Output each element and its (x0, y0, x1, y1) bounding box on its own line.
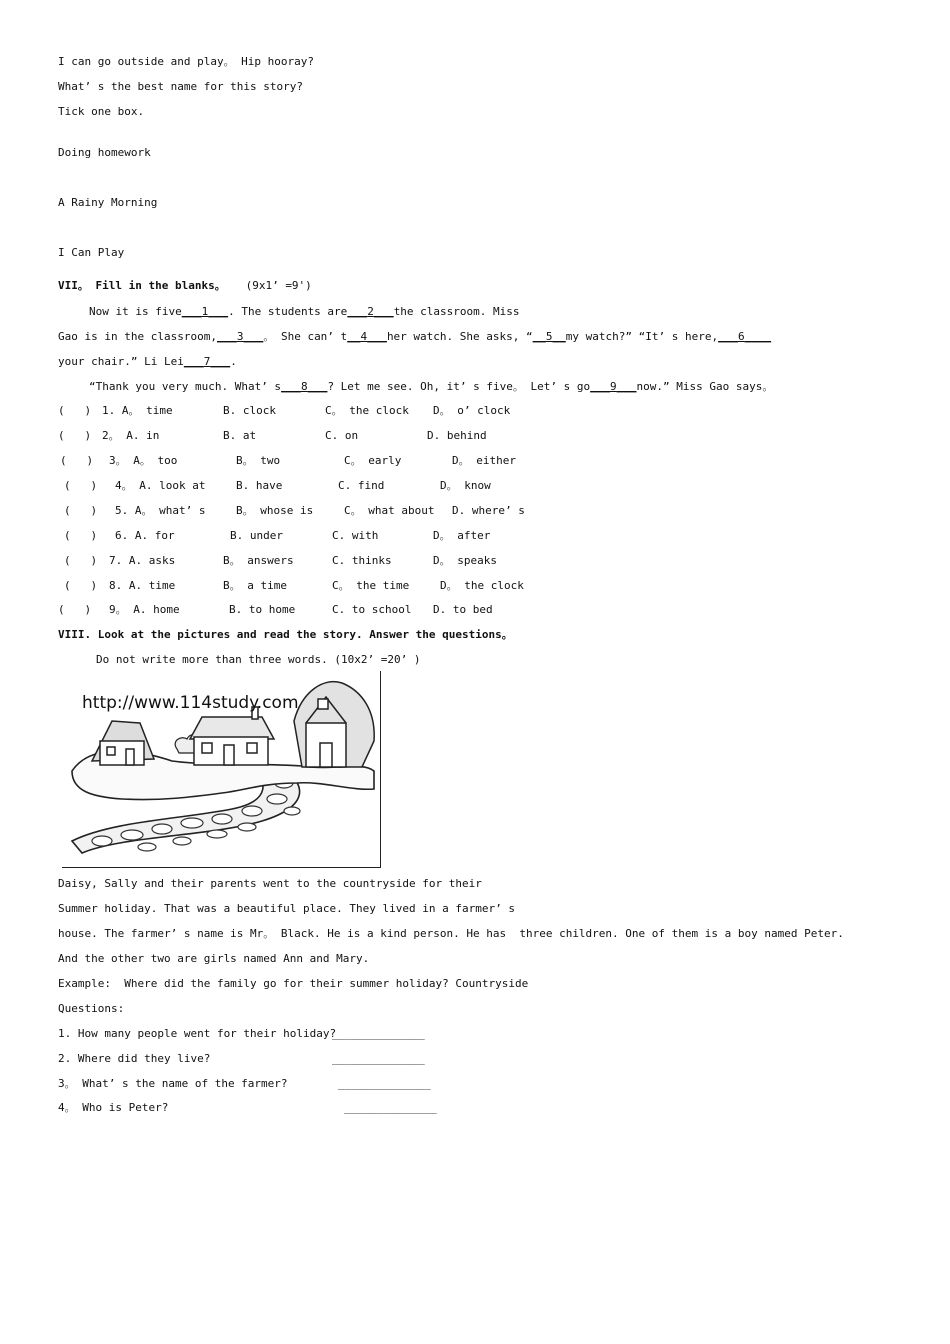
option-c: C. with (332, 529, 379, 542)
section-8-title: VIII. Look at the pictures and read the story. Answer the questions。 (58, 628, 513, 641)
answer-paren[interactable]: ( ) (64, 479, 98, 492)
option-b: B. have (236, 479, 283, 492)
blank-1[interactable]: ___1___ (181, 305, 229, 318)
section-8-instruction: Do not write more than three words. (10x2’ =20’ ) (96, 653, 421, 666)
blank-9[interactable]: ___9___ (590, 380, 637, 393)
option-a: 2。 A. in (102, 429, 160, 442)
option-b: B. clock (223, 404, 276, 417)
option-d: D. where’ s (452, 504, 525, 517)
option-c: C. find (338, 479, 385, 492)
answer-paren[interactable]: ( ) (60, 454, 94, 467)
option-b: B. under (230, 529, 283, 542)
option-d: D. to bed (433, 603, 493, 616)
passage-text: . (230, 355, 237, 368)
question-3: 3。 What’ s the name of the farmer? (58, 1077, 288, 1090)
option-c: C. on (325, 429, 359, 442)
story-line-1: Daisy, Sally and their parents went to the countryside for their (58, 877, 482, 890)
option-d: D。 either (452, 454, 516, 467)
blank-8[interactable]: ___8___ (281, 380, 328, 393)
answer-paren[interactable]: ( ) (58, 404, 92, 417)
option-d: D。 speaks (433, 554, 497, 567)
answer-paren[interactable]: ( ) (64, 529, 98, 542)
passage-text: ? Let me see. Oh, it’ s five。 Let’ s go (327, 380, 591, 393)
passage-text: the classroom. Miss (393, 305, 520, 318)
blank-4[interactable]: __4___ (347, 330, 387, 343)
section-7-score: (9x1’ =9') (245, 279, 312, 292)
option-d: D。 the clock (440, 579, 524, 592)
blank-6[interactable]: ___6____ (718, 330, 772, 343)
passage-text: Gao is in the classroom, (58, 330, 217, 343)
passage-text: her watch. She asks, “ (386, 330, 533, 343)
question-1: 1. How many people went for their holiday? (58, 1027, 337, 1040)
choice-i-can-play[interactable]: I Can Play (58, 246, 125, 259)
blank-7[interactable]: ___7___ (183, 355, 231, 368)
passage-text: now.” Miss Gao says。 (636, 380, 774, 393)
choice-rainy-morning[interactable]: A Rainy Morning (58, 196, 158, 209)
option-a: 3。 A。 too (109, 454, 178, 467)
option-c: C. to school (332, 603, 412, 616)
option-a: 5. A。 what’ s (115, 504, 206, 517)
watermark-url: http://www.114study.com (82, 693, 299, 713)
option-a: 8. A. time (109, 579, 176, 592)
questions-label: Questions: (58, 1002, 125, 1015)
passage-text: . The students are (228, 305, 348, 318)
option-d: D。 o’ clock (433, 404, 511, 417)
blank-2[interactable]: ___2___ (347, 305, 394, 318)
story-line-3: house. The farmer’ s name is Mr。 Black. He is a kind person. He has three children. One of them is a boy named Peter. (58, 927, 844, 940)
blank-3[interactable]: ___3___ (216, 330, 264, 343)
option-a: 6. A. for (115, 529, 175, 542)
answer-paren[interactable]: ( ) (58, 429, 92, 442)
answer-blank-3[interactable]: ______________ (338, 1077, 431, 1090)
passage-line-4 (89, 380, 773, 394)
option-b: B。 a time (223, 579, 287, 592)
answer-paren[interactable]: ( ) (58, 603, 92, 616)
passage-text: your chair.” Li Lei (58, 355, 184, 368)
option-c: C。 what about (344, 504, 435, 517)
passage-line-1 (89, 305, 520, 319)
option-d: D. behind (427, 429, 487, 442)
option-c: C。 early (344, 454, 402, 467)
option-a: 7. A. asks (109, 554, 176, 567)
best-name-question: What’ s the best name for this story? (58, 80, 304, 93)
option-b: B。 whose is (236, 504, 314, 517)
option-d: D。 know (440, 479, 491, 492)
option-d: D。 after (433, 529, 491, 542)
passage-line-3 (58, 355, 237, 369)
option-b: B。 answers (223, 554, 294, 567)
story-ending-line: I can go outside and play。 Hip hooray? (58, 55, 315, 68)
passage-text: “Thank you very much. What’ s (89, 380, 282, 393)
passage-text: Now it is five (89, 305, 182, 318)
option-c: C. thinks (332, 554, 392, 567)
countryside-picture (62, 671, 381, 868)
answer-blank-2[interactable]: ______________ (332, 1052, 425, 1065)
story-line-2: Summer holiday. That was a beautiful place. They lived in a farmer’ s (58, 902, 515, 915)
answer-paren[interactable]: ( ) (64, 504, 98, 517)
option-b: B. to home (229, 603, 296, 616)
answer-blank-1[interactable]: ______________ (332, 1027, 425, 1040)
countryside-illustration (62, 671, 380, 867)
answer-paren[interactable]: ( ) (64, 554, 98, 567)
option-a: 1. A。 time (102, 404, 173, 417)
passage-text: my watch?” “It’ s here, (565, 330, 719, 343)
option-c: C。 the time (332, 579, 410, 592)
option-a: 4。 A. look at (115, 479, 206, 492)
section-7-title: VII。 Fill in the blanks。 (58, 279, 226, 292)
option-a: 9。 A. home (109, 603, 180, 616)
question-2: 2. Where did they live? (58, 1052, 211, 1065)
blank-5[interactable]: __5__ (532, 330, 566, 343)
question-4: 4。 Who is Peter? (58, 1101, 169, 1114)
tick-instruction: Tick one box. (58, 105, 145, 118)
choice-doing-homework[interactable]: Doing homework (58, 146, 151, 159)
passage-line-2 (58, 330, 771, 344)
story-line-4: And the other two are girls named Ann and Mary. (58, 952, 370, 965)
answer-blank-4[interactable]: ______________ (344, 1101, 437, 1114)
answer-paren[interactable]: ( ) (64, 579, 98, 592)
section-7-heading (58, 279, 312, 293)
option-b: B. at (223, 429, 257, 442)
option-b: B。 two (236, 454, 281, 467)
example-line: Example: Where did the family go for their summer holiday? Countryside (58, 977, 529, 990)
option-c: C。 the clock (325, 404, 409, 417)
passage-text: 。 She can’ t (263, 330, 348, 343)
